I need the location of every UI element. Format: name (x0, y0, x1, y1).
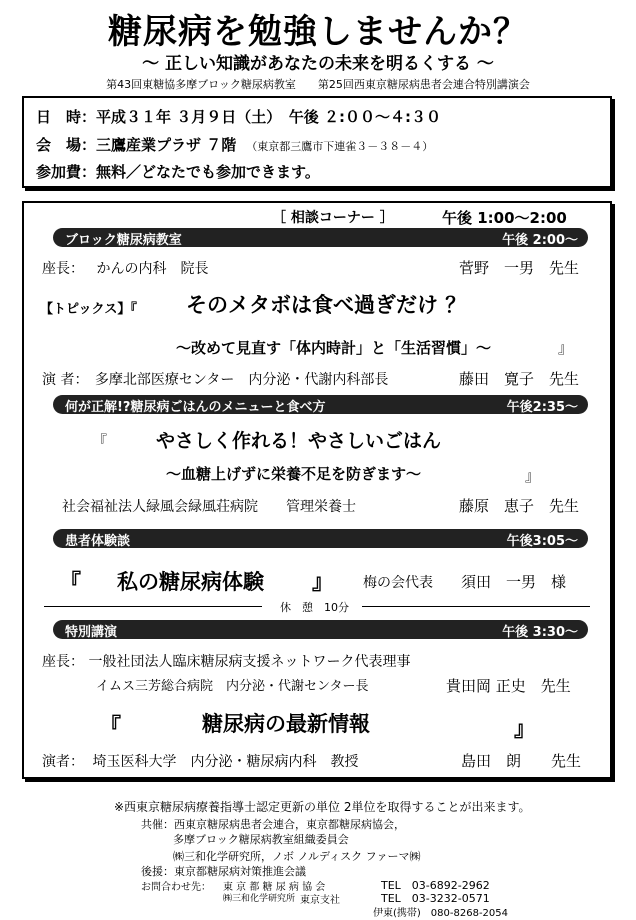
fee-label: 参加費： (36, 163, 97, 181)
speaker-line (42, 751, 358, 771)
session-title: 何が正解!?糖尿病ごはんのメニューと食べ方 (65, 400, 326, 415)
lecture-title: やさしく作れる！やさしいごはん (156, 430, 442, 452)
page-title: 糖尿病を勉強しませんか？ (108, 12, 528, 52)
cosponsor-1: 西東京糖尿病患者会連合，東京都糖尿病協会， (174, 818, 405, 831)
rest-label: 休 憩 10分 (280, 601, 349, 614)
chair-label: 座長： (42, 261, 84, 277)
contact-2-tel: TEL 03-3232-0571 (381, 892, 490, 905)
contact-1-org: 東 京 都 糖 尿 病 協 会 (223, 882, 326, 893)
close-quote: 』 (558, 339, 574, 357)
page-subtitle: ～ 正しい知識があなたの未来を明るくする ～ (142, 54, 494, 74)
event-info-box (22, 96, 612, 188)
cosponsor-line-1 (141, 816, 405, 832)
lecture-subtitle: ～改めて見直す「体内時計」と「生活習慣」～ (176, 339, 492, 357)
date-value: 平成３１年 ３月９日（土） 午後 ２:００～４:３０ (96, 108, 441, 126)
close-quote: 』 (525, 467, 541, 485)
chair-org: 一般社団法人臨床糖尿病支援ネットワーク代表理事 (88, 654, 411, 670)
contact-3-org: ㈱三和化学研究所 (223, 894, 296, 904)
venue-value: 三鷹産業プラザ ７階 (96, 136, 237, 154)
date-row (36, 106, 441, 127)
open-quote: 『 (60, 570, 81, 594)
session-time: 午後 2:00～ (502, 233, 578, 248)
session-bar-special-lecture (53, 620, 588, 639)
cosponsor-2: 多摩ブロック糖尿病教室組織委員会 (173, 833, 349, 846)
venue-address: （東京都三鷹市下連雀３－３８－４） (246, 140, 434, 153)
chair-name: 菅野 一男 先生 (459, 259, 580, 277)
session-bar-block-class (53, 228, 588, 247)
speaker-org: 埼玉医科大学 内分泌・糖尿病内科 教授 (92, 754, 359, 770)
fee-row (36, 161, 320, 182)
session-time: 午後 3:30～ (502, 625, 578, 640)
open-quote: 『 (92, 432, 108, 450)
open-quote: 『 (100, 714, 121, 738)
conference-line: 第43回東糖協多摩ブロック糖尿病教室 第25回西東京糖尿病患者会連合特別講演会 (106, 78, 530, 91)
chair-line (42, 651, 410, 671)
chair-line (42, 258, 208, 278)
speaker-name: 島田 朗 先生 (461, 752, 582, 770)
speaker-name: 藤原 恵子 先生 (459, 497, 580, 515)
session-title: 患者体験談 (65, 534, 131, 549)
chair-name: 貴田岡 正史 先生 (446, 677, 571, 695)
chair-label: 座長： (42, 654, 84, 670)
session-bar-patient-story (53, 529, 588, 548)
session-time: 午後2:35～ (506, 400, 578, 415)
speaker-org: 社会福祉法人緑風会緑風荘病院 管理栄養士 (62, 499, 356, 515)
speaker-label: 演 者： (42, 372, 89, 388)
rest-divider-right (362, 606, 590, 607)
speaker-name: 藤田 寛子 先生 (459, 370, 580, 388)
cosponsor-3: ㈱三和化学研究所，ノボ ノルディスク ファーマ㈱ (173, 850, 421, 863)
speaker-name: 須田 一男 様 (461, 573, 567, 591)
date-label: 日 時： (36, 108, 97, 126)
consult-label: ［ 相談コーナー ］ (272, 210, 394, 226)
consult-time: 午後 1:00～2:00 (442, 209, 567, 227)
session-bar-meals (53, 395, 588, 414)
venue-row (36, 134, 433, 155)
speaker-org: 梅の会代表 (363, 575, 433, 591)
topics-label: 【トピックス】『 (40, 302, 137, 317)
session-title: 特別講演 (65, 625, 118, 640)
support-label: 後援： (141, 865, 174, 878)
lecture-title: 私の糖尿病体験 (117, 570, 264, 594)
cosponsor-label: 共催： (141, 818, 174, 831)
credit-note: ※西東京糖尿病療養指導士認定更新の単位 2単位を取得することが出来ます。 (114, 800, 531, 814)
contact-2-org: 東京支社 (300, 895, 340, 906)
session-time: 午後3:05～ (506, 534, 578, 549)
support-line (141, 863, 306, 879)
contact-4: 伊東(携帯) 080-8268-2054 (373, 908, 509, 919)
close-quote: 』 (312, 570, 333, 594)
support-org: 東京都糖尿病対策推進会議 (174, 865, 306, 878)
speaker-org: 多摩北部医療センター 内分泌・代謝内科部長 (94, 372, 389, 388)
lecture-title: 糖尿病の最新情報 (202, 712, 370, 736)
lecture-title: そのメタボは食べ過ぎだけ ？ (186, 293, 467, 317)
session-title: ブロック糖尿病教室 (65, 233, 182, 248)
venue-label: 会 場： (36, 136, 97, 154)
chair-org: かんの内科 院長 (96, 261, 209, 277)
contact-1-tel: TEL 03-6892-2962 (381, 879, 490, 892)
fee-value: 無料／どなたでも参加できます。 (96, 163, 320, 181)
lecture-subtitle: ～血糖上げずに栄養不足を防ぎます～ (166, 465, 422, 483)
speaker-label: 演者： (42, 754, 84, 770)
speaker-line (42, 369, 388, 389)
contact-label: お問合わせ先： (141, 882, 211, 893)
chair-affiliation: イムス三芳総合病院 内分泌・代謝センター長 (96, 679, 369, 694)
rest-divider-left (44, 606, 262, 607)
close-quote: 』 (514, 717, 535, 741)
